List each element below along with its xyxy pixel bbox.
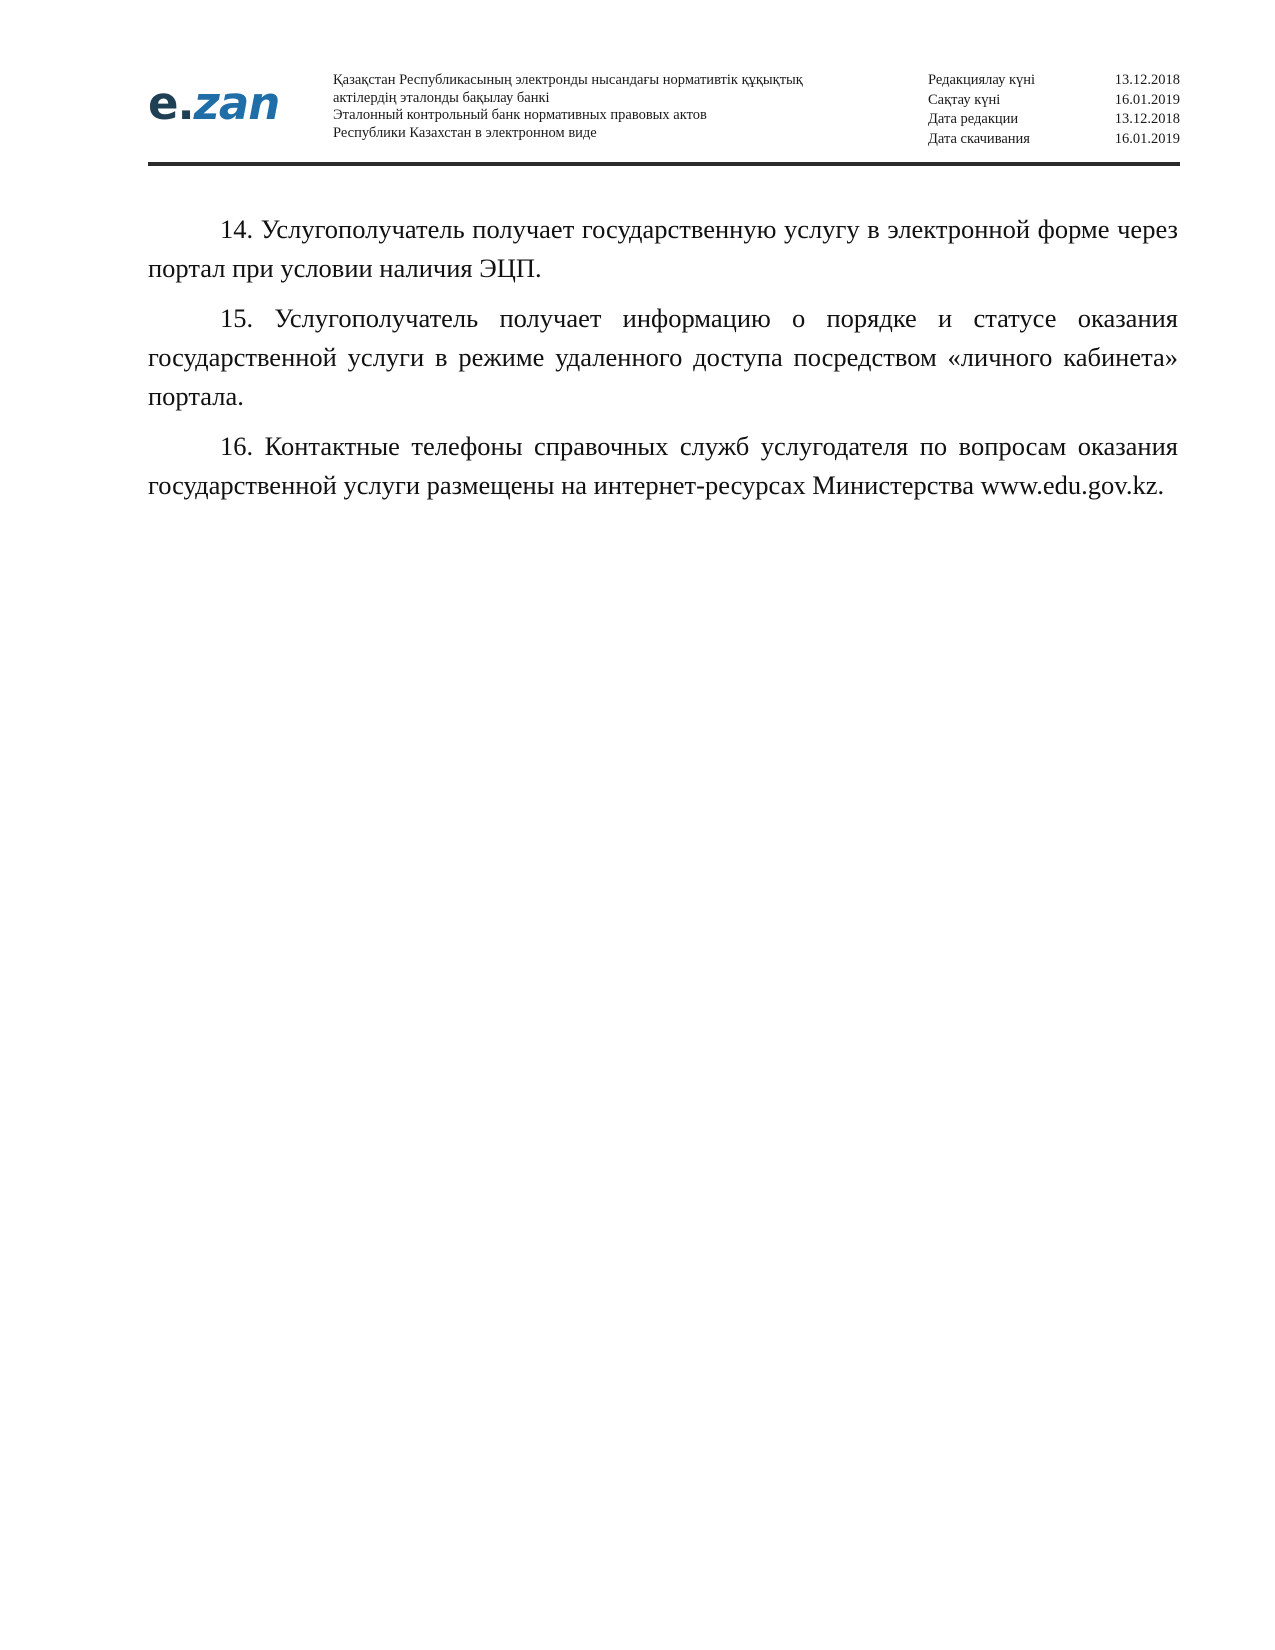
meta-value: 16.01.2019 — [1114, 91, 1180, 108]
header-title-line: актілердің эталонды бақылау банкі — [333, 89, 550, 106]
meta-row-edit-date-kz — [928, 71, 1180, 91]
header-meta-table — [928, 71, 1180, 149]
meta-label: Редакциялау күні — [928, 72, 1036, 88]
header-title-line: Республики Казахстан в электронном виде — [333, 124, 597, 141]
paragraph-14: 14. Услугополучатель получает государственную услугу в электронной форме через портал при условии наличия ЭЦП. — [148, 214, 1178, 283]
logo-dot: . — [177, 77, 194, 130]
meta-row-edit-date-ru — [928, 110, 1180, 130]
meta-label: Дата редакции — [928, 111, 1019, 127]
meta-label: Дата скачивания — [928, 130, 1030, 147]
header-divider — [148, 162, 1180, 166]
paragraph-16: 16. Контактные телефоны справочных служб услугодателя по вопросам оказания государственной услуги размещены на интернет-ресурсах Министерства www.edu.gov.kz. — [148, 431, 1178, 500]
meta-row-save-date-kz — [928, 91, 1180, 111]
meta-label: Сақтау күні — [928, 91, 1001, 108]
meta-value: 13.12.2018 — [1114, 111, 1180, 127]
header-title-line: Эталонный контрольный банк нормативных правовых актов — [333, 107, 707, 123]
logo-e: e — [148, 77, 178, 130]
ezan-logo — [148, 77, 298, 130]
document-header — [148, 66, 1178, 162]
header-title-line: Қазақстан Республикасының электронды нысандағы нормативтік құқықтық — [333, 72, 803, 88]
logo-zan: zan — [193, 77, 280, 130]
meta-value: 13.12.2018 — [1114, 72, 1180, 88]
meta-value: 16.01.2019 — [1114, 130, 1180, 147]
meta-row-download-date-ru — [928, 130, 1180, 150]
header-title-block — [333, 72, 893, 142]
document-body — [148, 210, 1178, 516]
paragraph-15: 15. Услугополучатель получает информацию о порядке и статусе оказания государственной услуги в режиме удаленного доступа посредством «личного кабинета» портала. — [148, 303, 1178, 411]
